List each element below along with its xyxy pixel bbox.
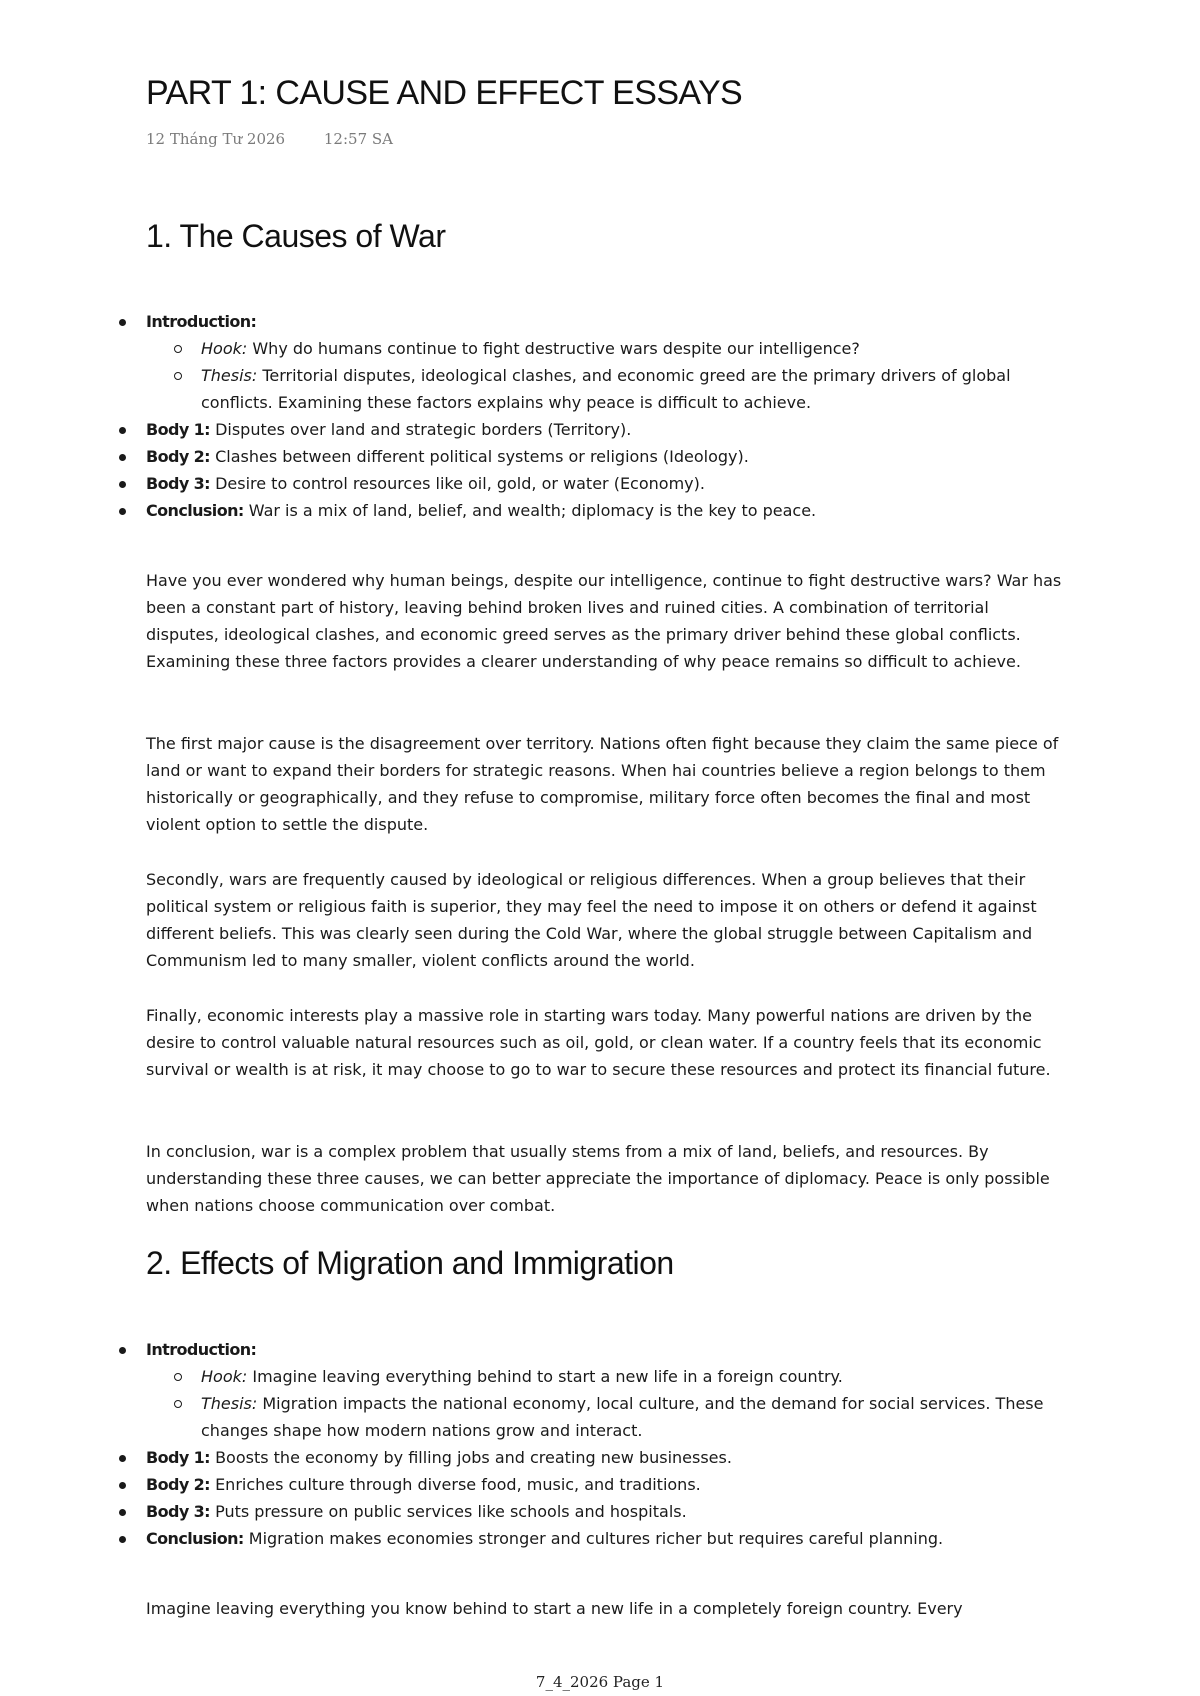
- outline-text: War is a mix of land, belief, and wealth; diplomacy is the key to peace.: [243, 501, 817, 520]
- essay-paragraph-body-3: Finally, economic interests play a massive role in starting wars today. Many powerful nations are driven by the desire to control valuable natural resources such as oil, gold, or clean water. If a country feels that its economic survival or wealth is at risk, it may choose to go to war to secure these resources and protect its financial future.: [146, 1006, 1051, 1079]
- outline-text: Migration makes economies stronger and cultures richer but requires careful planning.: [243, 1529, 944, 1548]
- outline-item-introduction: [116, 308, 1056, 416]
- outline-label: Body 2:: [146, 447, 210, 466]
- essay-paragraph-introduction: Imagine leaving everything you know behind to start a new life in a completely foreign country. Every: [146, 1599, 963, 1618]
- outline-sublabel: Thesis:: [201, 1394, 258, 1413]
- outline-text: Desire to control resources like oil, gold, or water (Economy).: [209, 474, 705, 493]
- outline-label: Conclusion:: [146, 501, 244, 520]
- outline-text: Disputes over land and strategic borders (Territory).: [209, 420, 632, 439]
- outline-migration: [116, 1336, 1056, 1552]
- outline-text: Puts pressure on public services like schools and hospitals.: [209, 1502, 687, 1521]
- outline-subitem-hook: [146, 1363, 1056, 1390]
- outline-item-conclusion: [116, 1525, 1056, 1552]
- essay-paragraph-introduction: Have you ever wondered why human beings, despite our intelligence, continue to fight destructive wars? War has been a constant part of history, leaving behind broken lives and ruined cities. A combination of territorial disputes, ideological clashes, and economic greed serves as the primary driver behind these global conflicts. Examining these three factors provides a clearer understanding of why peace remains so difficult to achieve.: [146, 571, 1062, 671]
- outline-subtext: Territorial disputes, ideological clashes, and economic greed are the primary drivers of global conflicts. Examining these factors explains why peace is difficult to achieve.: [201, 366, 1011, 412]
- outline-label: Introduction:: [146, 312, 257, 331]
- outline-text: Clashes between different political systems or religions (Ideology).: [209, 447, 749, 466]
- outline-sublist: [146, 1363, 1056, 1444]
- outline-item-body-1: [116, 1444, 1056, 1471]
- outline-item-body-2: [116, 1471, 1056, 1498]
- outline-text: Boosts the economy by filling jobs and creating new businesses.: [209, 1448, 732, 1467]
- section-heading-causes-of-war: 1. The Causes of War: [146, 218, 446, 254]
- outline-subitem-thesis: [146, 1390, 1056, 1444]
- outline-label: Body 2:: [146, 1475, 210, 1494]
- essay-paragraph-body-1: The first major cause is the disagreement over territory. Nations often fight because they claim the same piece of land or want to expand their borders for strategic reasons. When hai countries believe a region belongs to them historically or geographically, and they refuse to compromise, military force often becomes the final and most violent option to settle the dispute.: [146, 734, 1059, 834]
- outline-item-body-3: [116, 470, 1056, 497]
- outline-label: Body 1:: [146, 420, 210, 439]
- outline-sublabel: Hook:: [201, 1367, 248, 1386]
- outline-subtext: Migration impacts the national economy, local culture, and the demand for social services. These changes shape how modern nations grow and interact.: [201, 1394, 1044, 1440]
- outline-label: Body 3:: [146, 1502, 210, 1521]
- outline-label: Conclusion:: [146, 1529, 244, 1548]
- outline-label: Body 1:: [146, 1448, 210, 1467]
- section-heading-migration: 2. Effects of Migration and Immigration: [146, 1245, 674, 1281]
- essay-paragraph-conclusion: In conclusion, war is a complex problem that usually stems from a mix of land, beliefs, and resources. By understanding these three causes, we can better appreciate the importance of diplomacy. Peace is only possible when nations choose communication over combat.: [146, 1142, 1050, 1215]
- outline-item-introduction: [116, 1336, 1056, 1444]
- page-footer: 7_4_2026 Page 1: [535, 1673, 665, 1691]
- outline-subitem-thesis: [146, 362, 1056, 416]
- outline-item-body-3: [116, 1498, 1056, 1525]
- outline-item-conclusion: [116, 497, 1056, 524]
- outline-sublabel: Thesis:: [201, 366, 258, 385]
- outline-causes-of-war: [116, 308, 1056, 524]
- outline-sublist: [146, 335, 1056, 416]
- outline-label: Body 3:: [146, 474, 210, 493]
- page-time: 12:57 SA: [323, 130, 393, 148]
- outline-item-body-2: [116, 443, 1056, 470]
- outline-sublabel: Hook:: [201, 339, 248, 358]
- outline-text: Enriches culture through diverse food, music, and traditions.: [209, 1475, 701, 1494]
- page-date: 12 Tháng Tư 2026: [146, 130, 286, 148]
- outline-item-body-1: [116, 416, 1056, 443]
- outline-subtext: Imagine leaving everything behind to start a new life in a foreign country.: [247, 1367, 843, 1386]
- page-title: PART 1: CAUSE AND EFFECT ESSAYS: [146, 74, 743, 112]
- outline-subtext: Why do humans continue to fight destructive wars despite our intelligence?: [247, 339, 860, 358]
- essay-paragraph-body-2: Secondly, wars are frequently caused by ideological or religious differences. When a group believes that their political system or religious faith is superior, they may feel the need to impose it on others or defend it against different beliefs. This was clearly seen during the Cold War, where the global struggle between Capitalism and Communism led to many smaller, violent conflicts around the world.: [146, 870, 1037, 970]
- outline-subitem-hook: [146, 335, 1056, 362]
- outline-label: Introduction:: [146, 1340, 257, 1359]
- page-metadata: [146, 130, 393, 148]
